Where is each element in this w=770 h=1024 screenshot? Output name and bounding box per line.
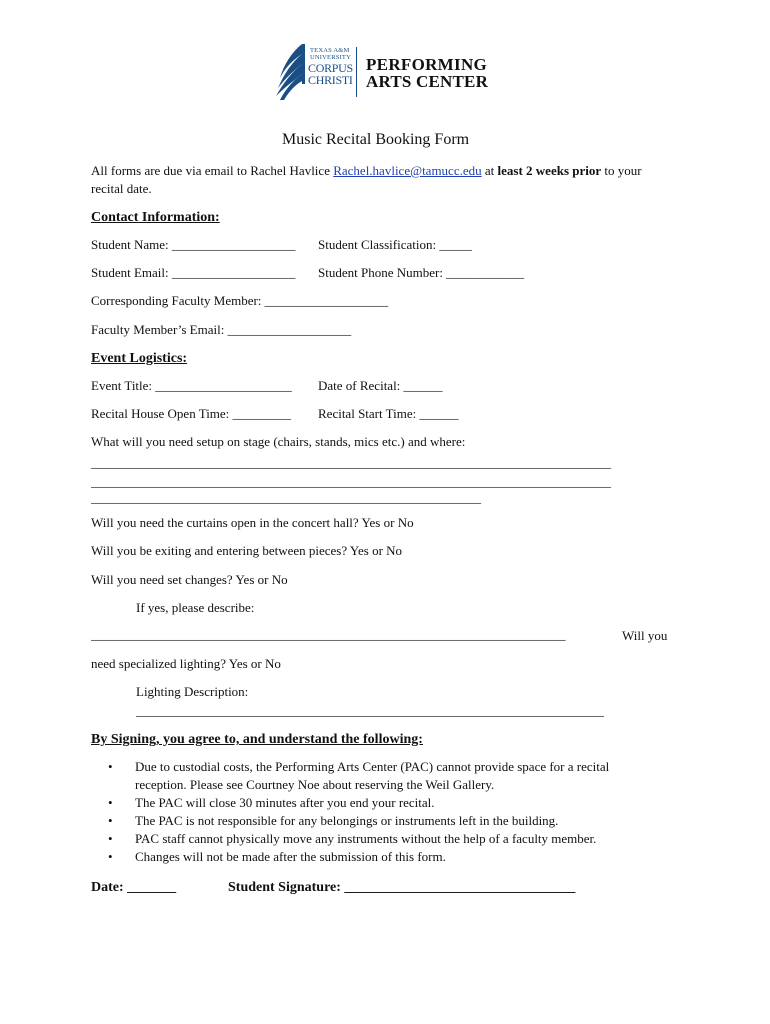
list-item-text: The PAC will close 30 minutes after you end your recital. [135,795,435,810]
student-classification-field[interactable]: Student Classification: _____ [318,237,472,252]
email-link[interactable]: Rachel.havlice@tamucc.edu [333,163,482,178]
intro-line-1 [91,163,642,179]
logo-univ-line2: UNIVERSITY [310,53,351,61]
logo-divider [356,47,357,97]
student-email-field[interactable]: Student Email: ___________________ [91,265,296,280]
list-item [108,776,609,794]
list-item [108,812,609,830]
exiting-question: Will you be exiting and entering between pieces? Yes or No [91,543,403,558]
page-title: Music Recital Booking Form [282,131,470,148]
list-item-text: The PAC is not responsible for any belongings or instruments left in the building. [135,813,559,828]
intro-suffix: to your [601,163,642,178]
list-item-text: reception. Please see Courtney Noe about reserving the Weil Gallery. [135,777,495,792]
lighting-description-line[interactable]: ________________________________________________________________________ [136,703,604,718]
student-phone-field[interactable]: Student Phone Number: ____________ [318,265,525,280]
set-changes-description-line[interactable]: _________________________________________________________________________ [91,627,566,642]
lighting-description-label: Lighting Description: [136,684,249,699]
setup-question: What will you need setup on stage (chairs, stands, mics etc.) and where: [91,434,466,449]
list-item-text: PAC staff cannot physically move any instruments without the help of a faculty member. [135,831,597,846]
list-item [108,830,609,848]
pac-logo [272,42,502,102]
intro-mid: at [481,163,498,178]
set-changes-question: Will you need set changes? Yes or No [91,572,288,587]
intro-deadline: least 2 weeks prior [497,163,602,178]
list-item [108,758,609,776]
bird-wing-icon [272,42,308,102]
bullet-icon: • [108,795,113,810]
if-yes-label: If yes, please describe: [136,600,255,615]
student-name-field[interactable]: Student Name: ___________________ [91,237,296,252]
date-signature-field[interactable]: Date: _______ [91,880,177,895]
setup-answer-line-1[interactable]: ________________________________________________________________________________ [91,455,611,470]
lighting-question-start: Will you [622,628,668,643]
event-heading: Event Logistics: [91,351,188,366]
logo-performing: PERFORMING [366,55,488,74]
agreement-list [108,758,609,866]
intro-prefix: All forms are due via email to Rachel Havlice [91,163,334,178]
lighting-question-end: need specialized lighting? Yes or No [91,656,281,671]
bullet-icon: • [108,759,113,774]
contact-heading: Contact Information: [91,210,220,225]
event-title-field[interactable]: Event Title: _____________________ [91,378,292,393]
agreement-heading: By Signing, you agree to, and understand the following: [91,732,423,747]
list-item-text: Due to custodial costs, the Performing Arts Center (PAC) cannot provide space for a recital [135,759,610,774]
logo-arts-center: ARTS CENTER [366,72,489,91]
logo-univ-line1: TEXAS A&M [310,47,350,54]
logo-corpus-line: CORPUS [308,61,353,75]
date-of-recital-field[interactable]: Date of Recital: ______ [318,378,443,393]
list-item [108,794,609,812]
logo-university-text [310,48,351,61]
setup-answer-line-3[interactable]: ____________________________________________________________ [91,490,481,505]
faculty-email-field[interactable]: Faculty Member’s Email: ___________________ [91,322,352,337]
setup-answer-line-2[interactable]: ________________________________________________________________________________ [91,474,611,489]
list-item [108,848,609,866]
intro-line-2: recital date. [91,181,152,196]
student-signature-field[interactable]: Student Signature: _________________________________ [228,880,576,895]
logo-corpus-christi [308,62,353,86]
house-open-time-field[interactable]: Recital House Open Time: _________ [91,406,292,421]
logo-christi-line: CHRISTI [308,73,353,87]
recital-start-time-field[interactable]: Recital Start Time: ______ [318,406,459,421]
faculty-member-field[interactable]: Corresponding Faculty Member: ___________________ [91,293,389,308]
bullet-icon: • [108,813,113,828]
curtains-question: Will you need the curtains open in the concert hall? Yes or No [91,515,414,530]
list-item-text: Changes will not be made after the submission of this form. [135,849,446,864]
bullet-icon: • [108,849,113,864]
bullet-icon: • [108,831,113,846]
